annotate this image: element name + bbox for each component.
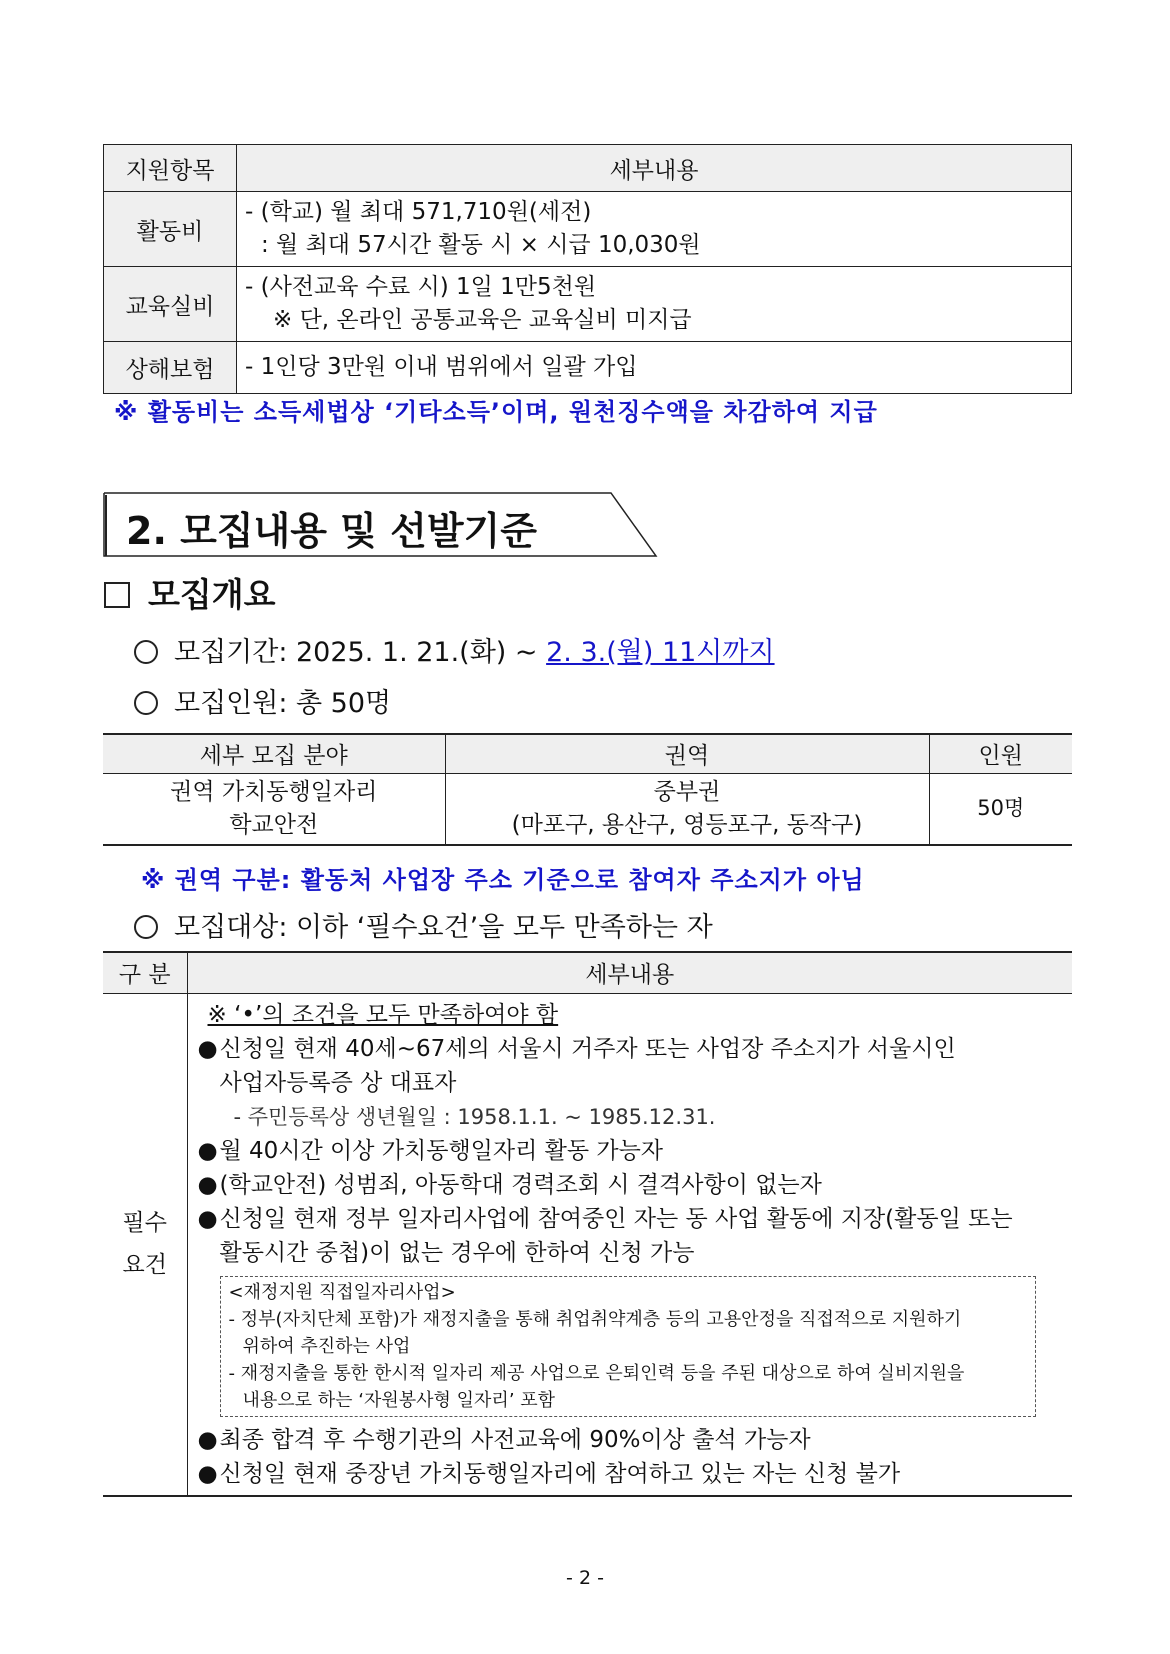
list-item (198, 1423, 1067, 1457)
support-table (103, 144, 1072, 394)
content-line: - 1인당 3만원 이내 범위에서 일괄 가입 (245, 354, 638, 380)
row-label: 활동비 (104, 192, 237, 267)
circle-bullet-icon (134, 691, 158, 715)
subsection-title (104, 569, 276, 616)
region-line: 중부권 (653, 778, 721, 805)
row-label: 상해보험 (104, 342, 237, 394)
table-header-row (104, 145, 1072, 192)
region-line: (마포구, 용산구, 영등포구, 동작구) (511, 811, 863, 838)
row-content (237, 342, 1072, 394)
info-box-line: - 정부(자치단체 포함)가 재정지출을 통해 취업취약계층 등의 고용안정을 직접적으로 지원하기 (228, 1308, 962, 1330)
list-item (198, 1134, 1067, 1168)
recruit-target (134, 905, 713, 944)
table-header-row (103, 952, 1072, 993)
table-row (104, 342, 1072, 394)
field-line: 권역 가치동행일자리 (170, 778, 378, 805)
bullet-dot-icon: ● (197, 1171, 218, 1198)
table-row (104, 192, 1072, 267)
content-line: - (학교) 월 최대 571,710원(세전) (245, 199, 592, 225)
list-item-text: 신청일 현재 중장년 가치동행일자리에 참여하고 있는 자는 신청 불가 (219, 1460, 901, 1487)
column-header: 세부내용 (187, 952, 1072, 993)
list-item-text: 사업자등록증 상 대표자 (219, 1069, 457, 1096)
period-deadline: 2. 3.(월) 11시까지 (546, 637, 775, 668)
section-title: 2. 모집내용 및 선발기준 (126, 509, 537, 553)
info-box-line: 위하여 추진하는 사업 (242, 1335, 411, 1357)
checkbox-square-icon (104, 582, 130, 608)
circle-bullet-icon (134, 915, 158, 939)
column-header: 세부내용 (237, 145, 1072, 192)
list-item-text: (학교안전) 성범죄, 아동학대 경력조회 시 결격사항이 없는자 (219, 1171, 822, 1198)
target-text: 모집대상: 이하 ‘필수요건’을 모두 만족하는 자 (174, 912, 713, 943)
list-item (198, 1457, 1067, 1491)
requirement-label (103, 993, 187, 1496)
field-line: 학교안전 (229, 811, 319, 838)
info-box-line: 내용으로 하는 ‘자원봉사형 일자리’ 포함 (242, 1389, 556, 1411)
info-box (220, 1276, 1037, 1417)
region-note: ※ 권역 구분: 활동처 사업장 주소 기준으로 참여자 주소지가 아님 (141, 866, 865, 894)
table-row (103, 773, 1072, 845)
list-item (198, 1032, 1067, 1066)
label-line: 필수 (122, 1210, 167, 1236)
info-box-title: <재정지원 직접일자리사업> (228, 1281, 456, 1303)
info-box-line: - 재정지출을 통한 한시적 일자리 제공 사업으로 은퇴인력 등을 주된 대상으로 하여 실비지원을 (228, 1362, 965, 1384)
circle-bullet-icon (134, 640, 158, 664)
list-item-text: 월 40시간 이상 가치동행일자리 활동 가능자 (219, 1137, 664, 1164)
column-header: 인원 (929, 734, 1072, 773)
bullet-dot-icon: ● (197, 1035, 218, 1062)
recruit-headcount (134, 681, 391, 720)
column-header: 구 분 (103, 952, 187, 993)
bullet-dot-icon: ● (197, 1460, 218, 1487)
column-header: 권역 (445, 734, 929, 773)
list-item-subtext: - 주민등록상 생년월일 : 1958.1.1. ~ 1985.12.31. (233, 1104, 716, 1129)
recruit-table (103, 733, 1072, 846)
list-item-text: 신청일 현재 40세~67세의 서울시 거주자 또는 사업장 주소지가 서울시인 (219, 1035, 956, 1062)
bullet-dot-icon: ● (197, 1426, 218, 1453)
table-header-row (103, 734, 1072, 773)
content-line: ※ 단, 온라인 공통교육은 교육실비 미지급 (273, 307, 692, 333)
subsection-title-text: 모집개요 (148, 575, 276, 614)
bullet-dot-icon: ● (197, 1137, 218, 1164)
row-label: 교육실비 (104, 267, 237, 342)
list-item-text: 최종 합격 후 수행기관의 사전교육에 90%이상 출석 가능자 (219, 1426, 811, 1453)
requirement-intro: ※ ‘•’의 조건을 모두 만족하여야 함 (207, 1001, 559, 1028)
count-cell: 50명 (929, 773, 1072, 845)
label-line: 요건 (122, 1252, 167, 1278)
table-row (104, 267, 1072, 342)
content-line: : 월 최대 57시간 활동 시 × 시급 10,030원 (261, 232, 701, 258)
list-item-text: 활동시간 중첩)이 없는 경우에 한하여 신청 가능 (219, 1239, 695, 1266)
recruit-period (134, 630, 775, 669)
content-line: - (사전교육 수료 시) 1일 1만5천원 (245, 274, 597, 300)
requirements-table (103, 951, 1072, 1497)
list-item-text: 신청일 현재 정부 일자리사업에 참여중인 자는 동 사업 활동에 지장(활동일 또는 (219, 1205, 1013, 1232)
headcount-text: 모집인원: 총 50명 (174, 688, 392, 719)
field-cell (103, 773, 445, 845)
column-header: 세부 모집 분야 (103, 734, 445, 773)
list-item (198, 1202, 1067, 1236)
page-number: - 2 - (566, 1567, 604, 1589)
requirement-content (187, 993, 1072, 1496)
period-label: 모집기간: 2025. 1. 21.(화) ~ (174, 637, 547, 668)
column-header: 지원항목 (104, 145, 237, 192)
bullet-dot-icon: ● (197, 1205, 218, 1232)
table-row (103, 993, 1072, 1496)
tax-note: ※ 활동비는 소득세법상 ‘기타소득’이며, 원천징수액을 차감하여 지급 (114, 398, 878, 426)
row-content (237, 192, 1072, 267)
region-cell (445, 773, 929, 845)
list-item (198, 1168, 1067, 1202)
row-content (237, 267, 1072, 342)
